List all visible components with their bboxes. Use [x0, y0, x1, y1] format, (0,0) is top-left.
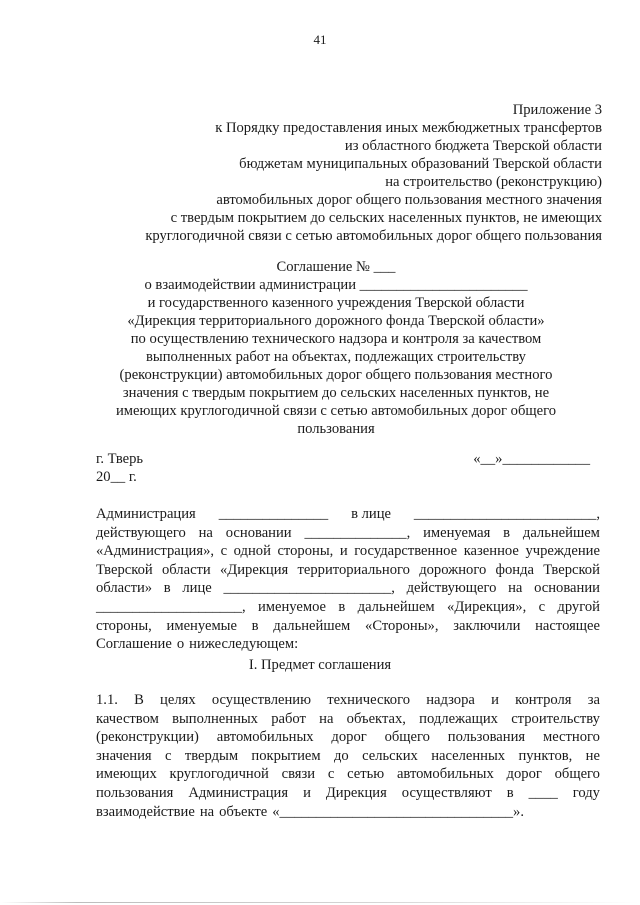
text-line: [96, 710, 600, 729]
agreement-line: «Дирекция территориального дорожного фонда Тверской области»: [127, 313, 545, 329]
agreement-line: имеющих круглогодичной связи с сетью автомобильных дорог общего: [115, 403, 557, 419]
word: покрытием: [251, 747, 321, 764]
appendix-line: из областного бюджета Тверской области: [344, 138, 602, 154]
word: _________________________,: [413, 506, 600, 522]
word: основании: [534, 580, 600, 597]
agreement-line: пользования: [297, 421, 375, 437]
word: круглогодичной: [169, 766, 269, 783]
word: значения: [96, 747, 152, 764]
text-line: [96, 542, 600, 561]
word: работ: [271, 710, 306, 727]
word: в: [251, 617, 259, 634]
word: действующего: [406, 580, 497, 597]
word: области»: [96, 580, 153, 597]
word: сельских: [362, 747, 418, 764]
word: дальнейшем: [273, 617, 351, 634]
appendix-line: к Порядку предоставления иных межбюджетных трансфертов: [215, 120, 602, 136]
word: году: [572, 784, 600, 801]
text-line: [96, 784, 600, 803]
word: действующего: [96, 524, 186, 541]
word: объектах,: [346, 710, 406, 727]
word: контроля: [515, 692, 572, 708]
word: дальнейшем: [357, 598, 435, 615]
page-number: 41: [313, 32, 327, 47]
word: качеством: [96, 710, 159, 727]
word: с: [538, 598, 546, 615]
word: именуемые: [166, 617, 237, 634]
word: осуществляют: [401, 784, 492, 801]
word: «Дирекция»,: [447, 598, 527, 615]
word: основании: [225, 524, 292, 541]
word: за: [587, 692, 600, 708]
scan-edge: [0, 902, 640, 903]
word: общего: [384, 729, 430, 746]
word: дальнейшем: [522, 524, 600, 541]
word: и: [491, 692, 499, 708]
word: «________________________________».: [272, 803, 524, 820]
word: технического: [327, 692, 411, 708]
word: _______________: [218, 506, 329, 522]
text-line: [96, 765, 600, 784]
appendix-line: Приложение 3: [512, 102, 602, 118]
text-line: [96, 561, 600, 580]
text-line: [96, 803, 600, 822]
appendix-header: [82, 101, 602, 245]
word: надзора: [426, 692, 475, 708]
agreement-title: Соглашение № ___: [276, 259, 396, 275]
word: в: [163, 580, 171, 597]
agreement-heading: [96, 258, 576, 438]
word: на: [508, 580, 523, 597]
agreement-line: выполненных работ на объектах, подлежащих строительству: [146, 349, 526, 365]
word: населенных: [431, 747, 506, 764]
word: с: [327, 766, 335, 783]
word: автомобильных: [396, 766, 494, 783]
word: в: [503, 524, 511, 541]
word: ______________,: [304, 524, 411, 541]
word: и: [303, 784, 311, 801]
word: территориального: [297, 561, 410, 578]
word: в: [506, 784, 514, 801]
word: пользования: [447, 729, 526, 746]
word: казенное: [463, 543, 519, 560]
word: стороны,: [96, 617, 152, 634]
text-line: [96, 635, 600, 654]
word: на: [319, 710, 334, 727]
word: _______________________,: [223, 580, 395, 597]
word: и: [339, 543, 348, 560]
word: Тверской: [96, 561, 153, 578]
word: настоящее: [535, 617, 600, 634]
word: ____________________,: [96, 598, 246, 615]
word: имеющих: [96, 766, 157, 783]
word: лице: [182, 580, 212, 597]
year-field: 20__ г.: [96, 469, 137, 485]
word: «Стороны»,: [365, 617, 439, 634]
appendix-line: с твердым покрытием до сельских населенных пунктов, не имеющих: [170, 210, 602, 226]
text-line: [96, 505, 600, 524]
agreement-line: и государственного казенного учреждения Тверской области: [147, 295, 525, 311]
word: «Администрация»,: [96, 543, 215, 560]
word: фонда: [495, 561, 534, 578]
text-line: [96, 691, 600, 710]
word: связи: [281, 766, 316, 783]
city: г. Тверь: [96, 451, 144, 467]
word: объекте: [219, 803, 268, 820]
agreement-line: (реконструкции) автомобильных дорог общего пользования местного: [119, 367, 553, 383]
agreement-line: о взаимодействии администрации _______________________: [144, 277, 528, 293]
word: выполненных: [172, 710, 258, 727]
word: твердым: [184, 747, 239, 764]
word: в: [338, 598, 346, 615]
word: о: [176, 636, 185, 653]
text-line: [96, 617, 600, 636]
word: учреждение: [525, 543, 600, 560]
text-line: [96, 524, 600, 543]
text-line: [96, 579, 600, 598]
word: строительству: [511, 710, 600, 727]
word: на: [199, 803, 215, 820]
word: сетью: [347, 766, 385, 783]
word: с: [164, 747, 172, 764]
agreement-line: значения с твердым покрытием до сельских населенных пунктов, не: [122, 385, 550, 401]
word: стороны,: [277, 543, 334, 560]
word: общего: [554, 766, 600, 783]
word: заключили: [453, 617, 521, 634]
word: дорог: [331, 729, 367, 746]
word: подлежащих: [419, 710, 498, 727]
word: именуемая: [423, 524, 491, 541]
word: местного: [542, 729, 600, 746]
text-line: [96, 598, 600, 617]
word: «Дирекция: [220, 561, 289, 578]
word: Дирекция: [325, 784, 387, 801]
word: осуществлению: [211, 692, 311, 708]
word: автомобильных: [216, 729, 314, 746]
word: именуемое: [257, 598, 327, 615]
agreement-line: по осуществлению технического надзора и контроля за качеством: [130, 331, 542, 347]
word: не: [585, 747, 600, 764]
word: на: [198, 524, 213, 541]
word: Тверской: [543, 561, 600, 578]
word: с: [220, 543, 228, 560]
word: целях: [160, 692, 196, 708]
clause-1-1: [96, 691, 600, 821]
intro-paragraph: [96, 505, 600, 654]
word: пользования: [96, 784, 174, 801]
word: Соглашение: [96, 636, 172, 653]
word: дорожного: [419, 561, 487, 578]
word: (реконструкции): [96, 729, 199, 746]
place-date-row: [96, 451, 590, 469]
appendix-line: автомобильных дорог общего пользования местного значения: [216, 192, 602, 208]
word: в лице: [351, 506, 391, 522]
word: дорог: [506, 766, 542, 783]
appendix-line: бюджетам муниципальных образований Тверской области: [239, 156, 602, 172]
word: ____: [528, 784, 558, 801]
word: государственное: [354, 543, 458, 560]
word: нижеследующем:: [189, 636, 299, 653]
word: области: [161, 561, 211, 578]
word: Администрация: [96, 506, 196, 522]
text-line: [96, 747, 600, 766]
section-title: I. Предмет соглашения: [248, 657, 392, 673]
word: пунктов,: [518, 747, 573, 764]
word: взаимодействие: [96, 803, 195, 820]
word: 1.1.: [96, 692, 118, 708]
appendix-line: круглогодичной связи с сетью автомобильных дорог общего пользования: [145, 228, 602, 244]
word: В: [134, 692, 144, 708]
date-field: «__»____________: [473, 451, 590, 467]
appendix-line: на строительство (реконструкцию): [385, 174, 602, 190]
word: до: [333, 747, 349, 764]
text-line: [96, 728, 600, 747]
word: Администрация: [188, 784, 289, 801]
word: другой: [557, 598, 600, 615]
word: одной: [233, 543, 271, 560]
